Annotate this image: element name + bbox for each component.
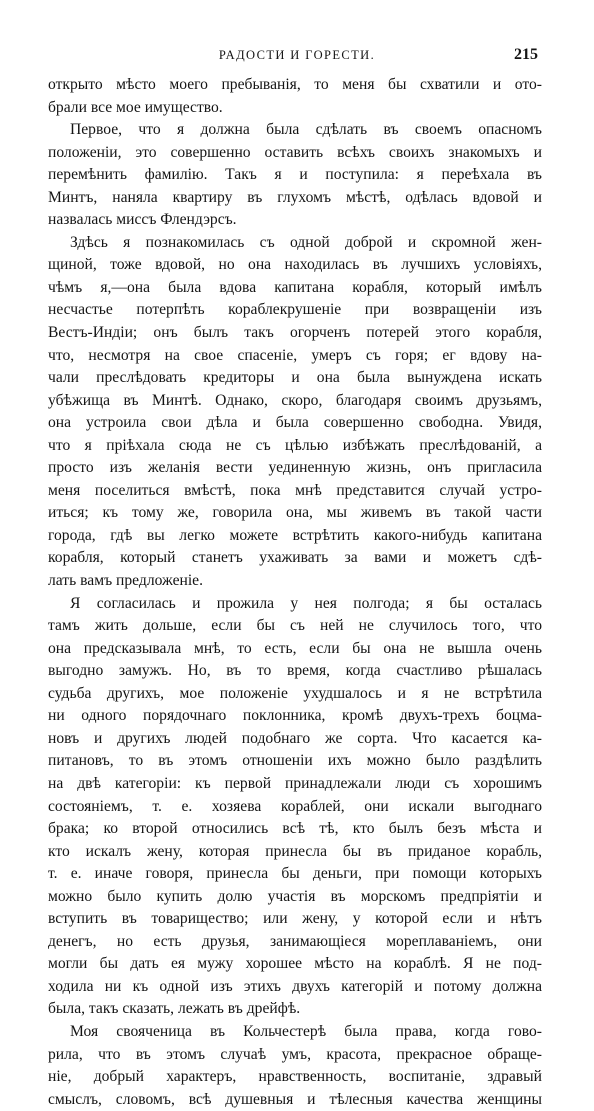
text-line: меня поселиться вмѣстѣ, пока мнѣ представится случай устро- <box>48 481 542 499</box>
text-line: ходила ни къ одной изъ этихъ двухъ категорій и потому должна <box>48 977 542 995</box>
text-line: брали все мое имущество. <box>48 98 223 116</box>
text-line: иться; къ тому же, говорила она, мы живемъ въ такой части <box>48 504 542 522</box>
text-line: щиной, тоже вдовой, но она находилась въ лучшихъ условіяхъ, <box>48 256 542 274</box>
text-line: была, такъ сказать, лежать въ дрейфѣ. <box>48 1000 301 1018</box>
text-line: новъ и другихъ людей подобнаго же сорта. Что касается ка- <box>48 729 542 747</box>
text-line: что, несмотря на свое спасеніе, умеръ съ горя; ег вдову на- <box>48 346 542 364</box>
text-line: денегъ, но есть друзья, занимающіеся мореплаваніемъ, они <box>48 932 542 950</box>
text-line: рила, что въ этомъ случаѣ умъ, красота, прекрасное обраще- <box>48 1045 542 1063</box>
text-line: просто изъ желанія вести уединенную жизнь, онъ пригласила <box>48 459 542 477</box>
text-line: Первое, что я должна была сдѣлать въ своемъ опасномъ <box>70 121 542 139</box>
text-line: судьба другихъ, мое положеніе ухудшалось и я не встрѣтила <box>48 684 542 702</box>
text-line: лать вамъ предложеніе. <box>48 572 204 590</box>
text-line: смыслъ, словомъ, всѣ душевныя и тѣлесныя качества женщины <box>48 1090 542 1108</box>
text-line: что я пріѣхала сюда не съ цѣлью избѣжать преслѣдованій, а <box>48 436 542 454</box>
text-line: питановъ, то въ этомъ отношеніи ихъ можно было раздѣлить <box>48 752 542 770</box>
text-line: т. е. иначе говоря, принесла бы деньги, при помощи которыхъ <box>48 865 542 883</box>
text-line: тамъ жить дольше, если бы съ ней не случилось того, что <box>48 617 542 635</box>
text-line: города, гдѣ вы легко можете встрѣтить какого-нибудь капитана <box>48 526 542 544</box>
text-line: она устроила свои дѣла и была совершенно свободна. Увидя, <box>48 414 542 432</box>
text-line: перемѣнить фамилію. Такъ я и поступила: я переѣхала въ <box>48 166 542 184</box>
text-line: чѣмъ я,—она была вдова капитана корабля, который имѣлъ <box>48 278 542 296</box>
text-line: она предсказывала мнѣ, то есть, если бы она не вышла очень <box>48 639 542 657</box>
text-line: Минтъ, наняла квартиру въ глухомъ мѣстѣ, одѣлась вдовой и <box>48 188 542 206</box>
text-line: вступить въ товарищество; или жену, у которой если и нѣтъ <box>48 910 542 928</box>
text-line: корабля, который станетъ ухаживать за вами и можетъ сдѣ- <box>48 549 542 567</box>
text-line: Здѣсь я познакомилась съ одной доброй и скромной жен- <box>70 233 542 251</box>
text-line: ніе, добрый характеръ, нравственность, воспитаніе, здравый <box>48 1068 542 1086</box>
text-line: убѣжища въ Минтѣ. Однако, скоро, благодаря своимъ друзьямъ, <box>48 391 542 409</box>
text-line: несчастье потерпѣть кораблекрушеніе при возвращеніи изъ <box>48 301 542 319</box>
text-line: чали преслѣдовать кредиторы и она была вынуждена искать <box>48 369 542 387</box>
text-line: открыто мѣсто моего пребыванія, то меня бы схватили и ото- <box>48 76 542 93</box>
text-line: кто искалъ жену, которая принесла бы въ приданое корабль, <box>48 842 542 860</box>
text-line: можно было купить долю участія въ морскомъ предпріятіи и <box>48 887 542 905</box>
text-line: выгодно замужъ. Но, въ то время, когда счастливо рѣшалась <box>48 662 542 680</box>
text-line: Моя свояченица въ Кольчестерѣ была права, когда гово- <box>70 1022 542 1040</box>
text-line: назвалась миссъ Флендэрсъ. <box>48 211 237 229</box>
running-title: РАДОСТИ И ГОРЕСТИ. <box>218 48 376 62</box>
text-line: Вестъ-Индіи; онъ былъ такъ огорченъ потерей этого корабля, <box>48 324 542 342</box>
text-line: могли бы дать ея мужу хорошее мѣсто на кораблѣ. Я не под- <box>48 955 542 973</box>
text-line: брака; ко второй относились всѣ тѣ, кто былъ безъ мѣста и <box>48 820 542 838</box>
text-line: положеніи, это совершенно оставить всѣхъ своихъ знакомыхъ и <box>48 143 542 161</box>
body-text <box>48 74 542 1111</box>
text-line: Я согласилась и прожила у нея полгода; я бы осталась <box>70 594 542 612</box>
text-line: состояніемъ, т. е. хозяева кораблей, они искали выгоднаго <box>48 797 542 815</box>
running-header <box>56 46 538 66</box>
page-number: 215 <box>514 46 538 63</box>
text-line: ни одного порядочнаго поклонника, кромѣ двухъ-трехъ боцма- <box>48 707 542 725</box>
text-line: на двѣ категоріи: къ первой принадлежали люди съ хорошимъ <box>48 774 542 792</box>
